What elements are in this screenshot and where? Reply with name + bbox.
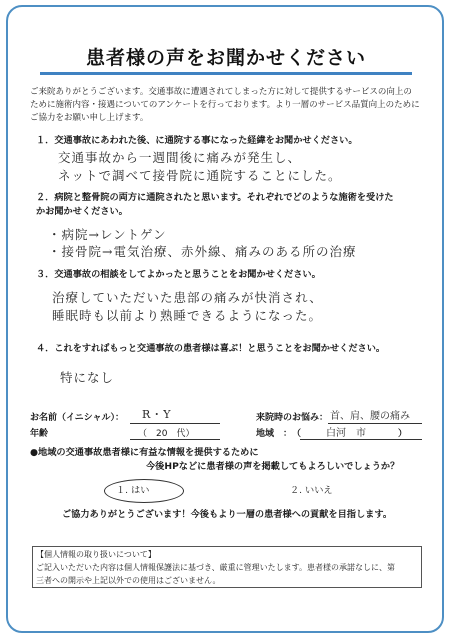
name-label: お名前（イニシャル）： (30, 413, 124, 423)
share-lead-1: ●地域の交通事故患者様に有益な情報を提供するために (30, 447, 259, 458)
question-1-answer-line-1: 交通事故から一週間後に痛みが発生し、 (58, 150, 302, 165)
concern-value: 首、肩、腰の痛み (330, 411, 410, 422)
intro-line-3: ご協力をお願い申し上げます。 (30, 113, 149, 123)
question-2-label-line-2: かお聞かせください。 (36, 206, 128, 217)
name-value: R・Y (142, 408, 172, 421)
intro-line-1: ご来院ありがとうございます。交通事故に遭遇されてしまった方に対して提供するサービスの向上の (30, 87, 412, 97)
question-3-answer-line-2: 睡眠時も以前より熟睡できるようになった。 (52, 308, 323, 323)
question-2-label-line-1: ２．病院と整骨院の両方に通院されたと思います。それぞれでどのような施術を受けた (36, 192, 394, 203)
question-2-answer-line-2: ・接骨院→電気治療、赤外線、痛みのある所の治療 (48, 244, 357, 259)
age-underline (130, 439, 220, 440)
name-underline (130, 423, 220, 424)
question-2-answer-line-1: ・病院→レントゲン (48, 227, 167, 242)
area-value: 白河 市 (326, 428, 366, 439)
yes-option[interactable]: １. はい (116, 485, 150, 496)
concern-label: 来院時のお悩み： (256, 413, 329, 423)
page-title: 患者様の声をお聞かせください (85, 47, 366, 69)
area-close: ） (398, 429, 408, 439)
age-value: （ 20 代） (138, 429, 195, 439)
intro-line-2: ために施術内容・接遇についてのアンケートを行っております。より一層のサービス品質向上のために (30, 100, 420, 110)
title-underline (40, 72, 412, 75)
question-1-answer-line-2: ネットで調べて接骨院に通院することにした。 (58, 168, 342, 183)
thanks-message: ご協力ありがとうございます！今後もより一層の患者様への貢献を目指します。 (62, 509, 393, 520)
privacy-heading: 【個人情報の取り扱いについて】 (36, 550, 156, 559)
age-label: 年齢 (30, 429, 49, 439)
area-underline (300, 439, 422, 440)
question-4-label: ４．これをすればもっと交通事故の患者様は喜ぶ！と思うことをお聞かせください。 (36, 343, 386, 354)
question-1-label: １．交通事故にあわれた後、に通院する事になった経緯をお聞かせください。 (36, 135, 358, 146)
question-3-answer-line-1: 治療していただいた患部の痛みが快消され、 (52, 290, 323, 305)
no-option[interactable]: ２. いいえ (290, 485, 333, 496)
privacy-body-line-1: ご記入いただいた内容は個人情報保護法に基づき、厳重に管理いたします。患者様の承諾なしに、第 (36, 563, 396, 572)
area-label: 地域 ： （ (256, 429, 302, 439)
question-3-label: ３．交通事故の相談をしてよかったと思うことをお聞かせください。 (36, 269, 321, 280)
question-4-answer: 特になし (60, 370, 115, 385)
share-lead-2: 今後HPなどに患者様の声を掲載してもよろしいでしょうか？ (146, 461, 400, 472)
privacy-body-line-2: 三者への開示や上記以外での使用はございません。 (36, 576, 221, 585)
